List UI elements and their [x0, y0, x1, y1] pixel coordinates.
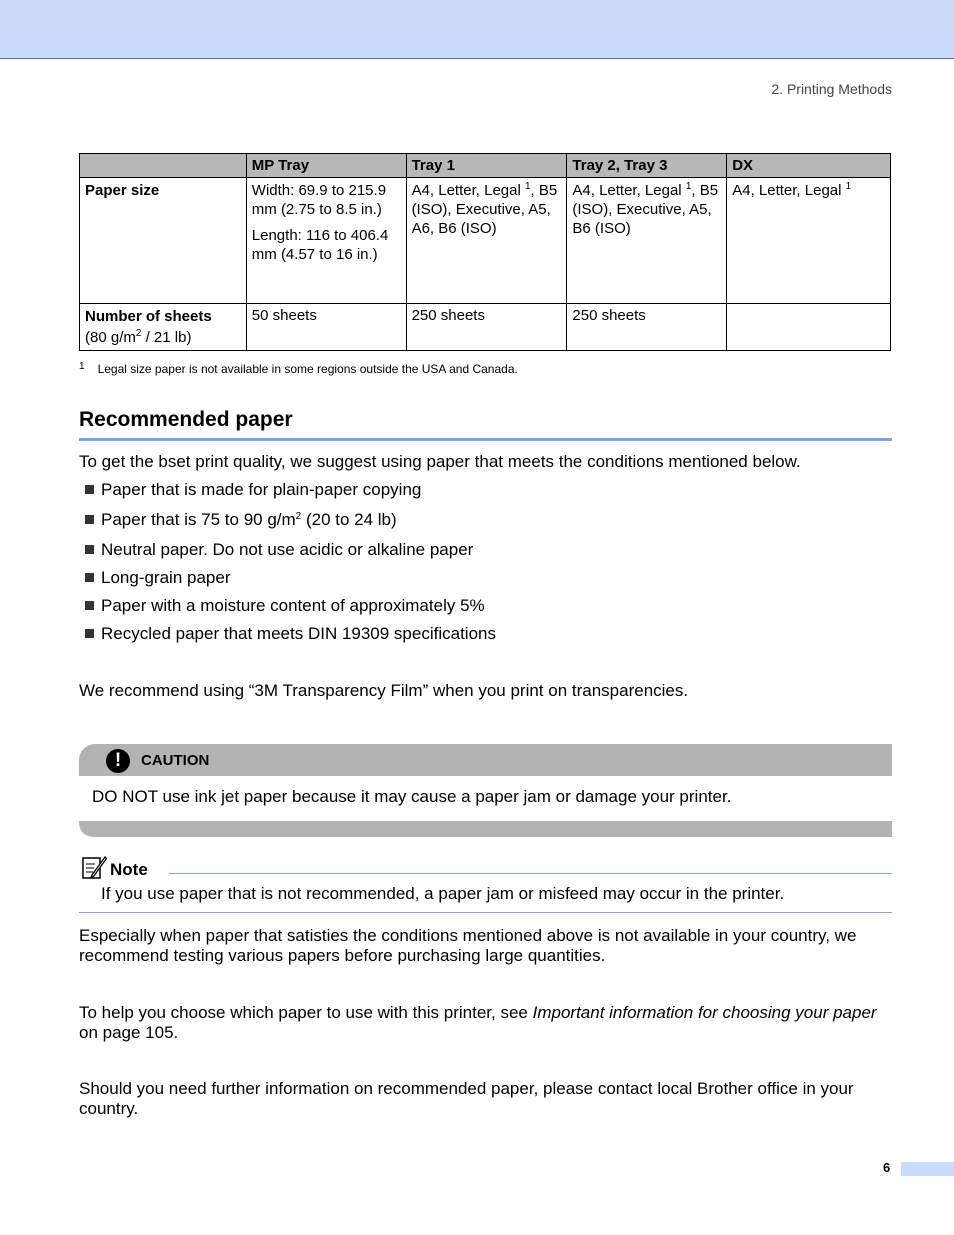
table-header-mp-tray: MP Tray [246, 154, 406, 178]
bullet-square-icon [85, 601, 94, 610]
list-item [85, 568, 496, 588]
sheets-sub-a: (80 g/m [85, 329, 136, 346]
availability-paragraph: Especially when paper that satisties the conditions mentioned above is not available in your country, we recommend testing various papers before purchasing large quantities. [79, 926, 857, 965]
table-header-dx: DX [727, 154, 891, 178]
top-header-band [0, 0, 954, 59]
bullet-square-icon [85, 515, 94, 524]
table-header-row [80, 154, 891, 178]
bullet-square-icon [85, 545, 94, 554]
bullet-square-icon [85, 485, 94, 494]
footnote-ref: 1 [685, 181, 692, 192]
list-item [85, 624, 496, 644]
exclamation-icon: ! [106, 749, 130, 773]
list-item-text-suffix: (20 to 24 lb) [301, 510, 397, 529]
list-item-text: Long-grain paper [101, 568, 231, 587]
table-header-blank [80, 154, 247, 178]
cell-tray1-sheets: 250 sheets [406, 304, 567, 351]
cross-ref-text-b: on page 105. [79, 1023, 179, 1042]
mp-tray-length: Length: 116 to 406.4 mm (4.57 to 16 in.) [251, 227, 389, 263]
caution-bottom-bar [79, 821, 892, 837]
cross-reference-paragraph [79, 1003, 891, 1043]
section-title: Recommended paper [79, 408, 293, 431]
footnote [79, 362, 518, 376]
contact-paragraph: Should you need further information on recommended paper, please contact local Brother office in your country. [79, 1079, 854, 1118]
superscript: 2 [295, 511, 302, 522]
table-header-tray23: Tray 2, Tray 3 [567, 154, 727, 178]
list-item [85, 508, 496, 532]
dx-size-text [732, 181, 885, 200]
list-item-text: Recycled paper that meets DIN 19309 specifications [101, 624, 496, 643]
cell-tray23-sheets: 250 sheets [567, 304, 727, 351]
footnote-ref: 1 [845, 181, 852, 192]
list-item [85, 480, 496, 500]
note-rule-bottom [79, 912, 892, 913]
caution-text: DO NOT use ink jet paper because it may cause a paper jam or damage your printer. [92, 787, 732, 806]
cell-dx-sheets [727, 304, 891, 351]
row-label-text: Number of sheets [85, 308, 212, 325]
note-pencil-icon [81, 854, 107, 880]
table-header-tray1: Tray 1 [406, 154, 567, 178]
tray1-size-text [412, 181, 562, 238]
superscript: 2 [135, 328, 142, 339]
dx-size-a: A4, Letter, Legal [732, 182, 846, 199]
page-number: 6 [883, 1160, 891, 1175]
mp-tray-width: Width: 69.9 to 215.9 mm (2.75 to 8.5 in.) [251, 182, 387, 218]
cell-mp-tray-sheets: 50 sheets [246, 304, 406, 351]
footnote-text: Legal size paper is not available in some regions outside the USA and Canada. [97, 362, 518, 376]
cell-mp-tray-size [246, 178, 406, 304]
cell-dx-size [727, 178, 891, 304]
bullet-square-icon [85, 573, 94, 582]
cell-tray23-size [567, 178, 727, 304]
tray23-size-text [572, 181, 721, 238]
list-item [85, 540, 496, 560]
list-item [85, 596, 496, 616]
row-label-paper-size [80, 178, 247, 304]
bullet-square-icon [85, 629, 94, 638]
table-row [80, 178, 891, 304]
list-item-text: Paper with a moisture content of approximately 5% [101, 596, 485, 615]
tray23-size-b: , B5 (ISO), Executive, A5, B6 (ISO) [572, 182, 719, 237]
row-label-text: Paper size [85, 182, 160, 199]
list-item-text: Neutral paper. Do not use acidic or alkaline paper [101, 540, 474, 559]
note-rule-top [169, 873, 892, 874]
caution-title: CAUTION [141, 752, 210, 769]
list-item-text: Paper that is 75 to 90 g/m [101, 510, 296, 529]
row-label-sub [85, 328, 241, 347]
transparency-paragraph: We recommend using “3M Transparency Film” when you print on transparencies. [79, 681, 689, 700]
list-item-text: Paper that is made for plain-paper copying [101, 480, 422, 499]
footnote-number: 1 [79, 361, 85, 372]
page-tab [901, 1162, 954, 1176]
cross-reference-link[interactable]: Important information for choosing your paper [532, 1003, 877, 1022]
running-head: 2. Printing Methods [771, 81, 892, 97]
intro-paragraph: To get the bset print quality, we suggest using paper that meets the conditions mentioned below. [79, 452, 801, 471]
section-rule [79, 438, 892, 441]
tray1-size-b: , B5 (ISO), Executive, A5, A6, B6 (ISO) [411, 182, 558, 237]
sheets-sub-b: / 21 lb) [141, 329, 192, 346]
footnote-ref: 1 [524, 181, 531, 192]
note-text: If you use paper that is not recommended, a paper jam or misfeed may occur in the printer. [101, 884, 785, 903]
paper-spec-table [79, 153, 891, 351]
cross-ref-text-a: To help you choose which paper to use with this printer, see [79, 1003, 533, 1022]
cell-tray1-size [406, 178, 567, 304]
recommendation-list [85, 480, 496, 652]
tray23-size-a: A4, Letter, Legal [572, 182, 686, 199]
row-label-sheets [80, 304, 247, 351]
tray1-size-a: A4, Letter, Legal [411, 182, 525, 199]
table-row [80, 304, 891, 351]
note-title: Note [110, 860, 148, 879]
